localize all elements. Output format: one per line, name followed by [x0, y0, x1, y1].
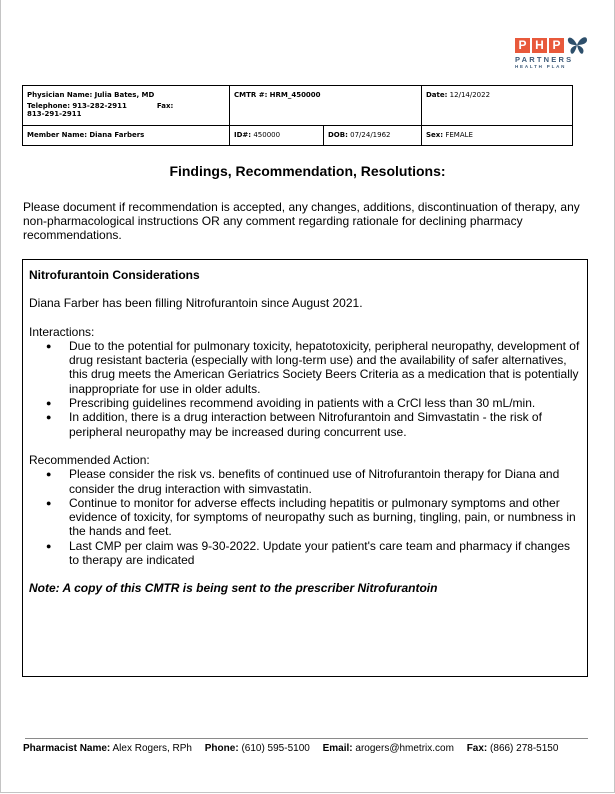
date-cell — [422, 86, 573, 126]
logo-letter: P — [549, 38, 564, 53]
intro-instructions: Please document if recommendation is accepted, any changes, additions, discontinuation of therapy, any non-pharmacological instructions OR any comment regarding rationale for declining pharmacy recommendations. — [23, 200, 580, 242]
logo-letter: P — [515, 38, 530, 53]
interaction-item: ● Due to the potential for pulmonary toxicity, hepatotoxicity, peripheral neuropathy, development of drug resistant bacteria (especially with long-term use) and the availability of safer alternatives, this drug meets the American Geriatrics Society Beers Criteria as a medication that is potentially inappropriate for use in older adults. — [69, 339, 581, 396]
sex-value: FEMALE — [445, 131, 473, 139]
actions-label: Recommended Action: — [29, 452, 150, 467]
telephone-label: Telephone: — [27, 102, 71, 110]
pharmacist-label: Pharmacist Name: — [23, 743, 111, 754]
footer-fax-value: (866) 278-5150 — [490, 743, 559, 754]
fax-value: 813-291-2911 — [27, 110, 82, 118]
member-info-table — [22, 85, 573, 146]
pharmacist-name: Alex Rogers, RPh — [112, 743, 192, 754]
phone-info — [205, 743, 310, 754]
id-cell — [230, 126, 324, 146]
physician-label: Physician Name: — [27, 91, 93, 99]
findings-heading: Nitrofurantoin Considerations — [29, 268, 200, 282]
member-name: Diana Farbers — [89, 131, 145, 139]
date-label: Date: — [426, 91, 448, 99]
id-value: 450000 — [253, 131, 281, 139]
section-title: Findings, Recommendation, Resolutions: — [169, 163, 446, 179]
telephone-value: 913-282-2911 — [72, 102, 127, 110]
cmtr-value: HRM_450000 — [269, 91, 321, 99]
logo-text-health-plan: HEALTH PLAN — [515, 64, 567, 69]
email-label: Email: — [322, 743, 353, 754]
interaction-item: ● Prescribing guidelines recommend avoiding in patients with a CrCl less than 30 mL/min. — [69, 396, 581, 410]
interactions-label: Interactions: — [29, 324, 95, 339]
footer-fax-label: Fax: — [466, 743, 488, 754]
physician-name: Julia Bates, MD — [94, 91, 155, 99]
fax-info — [467, 743, 559, 754]
dob-cell — [324, 126, 422, 146]
fax-label: Fax: — [156, 102, 174, 110]
email-info — [323, 743, 454, 754]
footer-divider — [25, 738, 588, 739]
phone-label: Phone: — [204, 743, 239, 754]
partners-health-plan-logo — [515, 38, 587, 76]
findings-box — [22, 259, 588, 677]
action-item: ● Please consider the risk vs. benefits of continued use of Nitrofurantoin therapy for Diana and consider the drug interaction with simvastatin. — [69, 467, 581, 496]
action-item: ● Continue to monitor for adverse effects including hepatitis or pulmonary symptoms and other evidence of toxicity, for symptoms of neuropathy such as burning, tingling, pain, or numbness in the hands and feet. — [69, 496, 581, 539]
butterfly-icon — [565, 34, 589, 56]
action-item: ● Last CMP per claim was 9-30-2022. Update your patient's care team and pharmacy if changes to therapy are indicated — [69, 539, 581, 568]
date-value: 12/14/2022 — [449, 91, 491, 99]
logo-letter: H — [532, 38, 547, 53]
dob-value: 07/24/1962 — [350, 131, 391, 139]
sex-cell — [422, 126, 573, 146]
phone-value: (610) 595-5100 — [241, 743, 310, 754]
physician-cell — [23, 86, 230, 126]
interaction-item: ● In addition, there is a drug interaction between Nitrofurantoin and Simvastatin - the risk of peripheral neuropathy may be increased during concurrent use. — [69, 410, 581, 439]
email-value[interactable]: arogers@hmetrix.com — [355, 743, 454, 754]
actions-list — [29, 467, 581, 567]
cmtr-note: Note: A copy of this CMTR is being sent to the prescriber Nitrofurantoin — [29, 581, 438, 596]
interactions-list — [29, 339, 581, 439]
cmtr-cell — [230, 86, 422, 126]
pharmacist-info — [23, 743, 192, 754]
sex-label: Sex: — [426, 131, 444, 139]
cmtr-label: CMTR #: — [234, 91, 268, 99]
findings-summary: Diana Farber has been filling Nitrofurantoin since August 2021. — [29, 296, 363, 311]
member-cell — [23, 126, 230, 146]
pharmacist-footer — [23, 743, 568, 754]
member-label: Member Name: — [27, 131, 88, 139]
dob-label: DOB: — [328, 131, 348, 139]
logo-text-partners: PARTNERS — [515, 55, 574, 64]
id-label: ID#: — [234, 131, 252, 139]
